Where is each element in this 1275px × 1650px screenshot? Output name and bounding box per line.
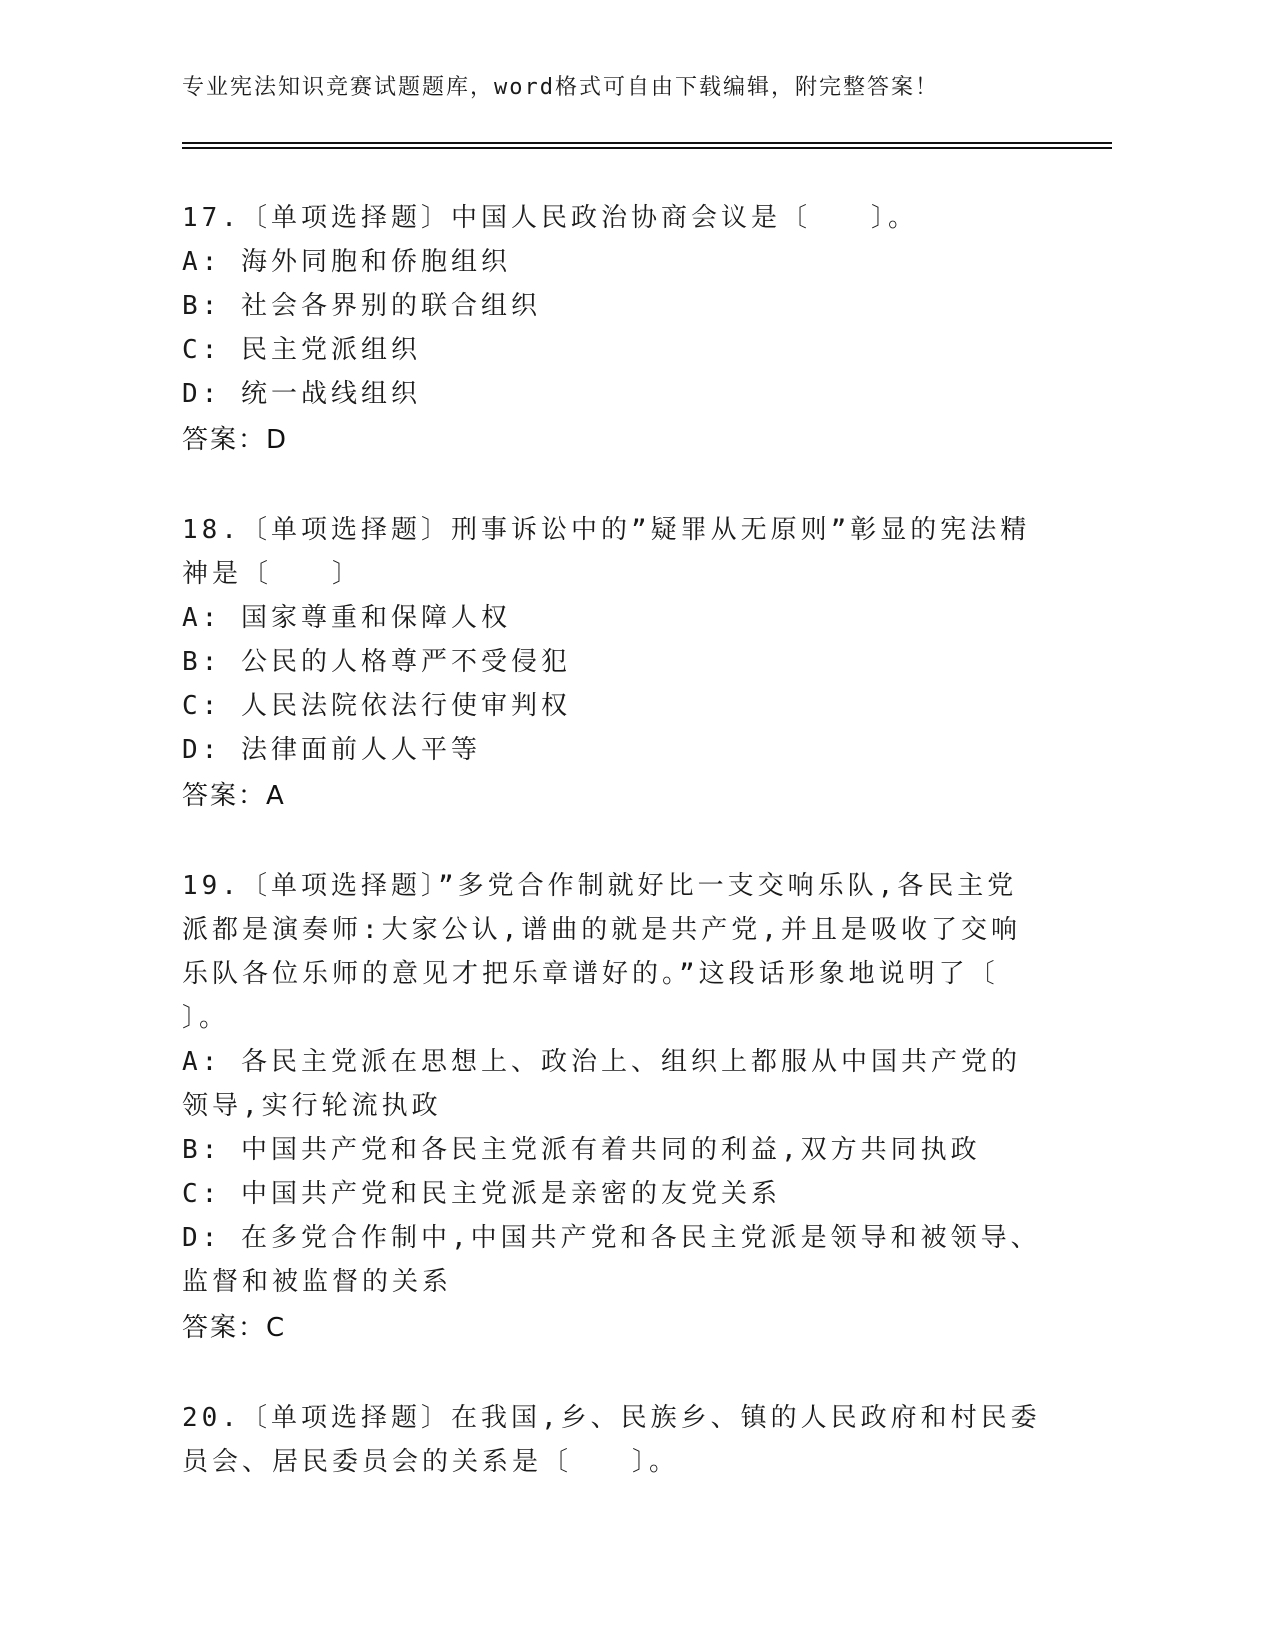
option-c: C: 人民法院依法行使审判权: [182, 691, 571, 721]
option-d: D: 在多党合作制中,中国共产党和各民主党派是领导和被领导、监督和被监督的关系: [182, 1223, 1041, 1297]
question-19: [182, 864, 1059, 1352]
option-d: D: 统一战线组织: [182, 379, 421, 409]
answer: 答案：D: [182, 425, 289, 455]
question-list: [182, 196, 1059, 1528]
option-b: B: 公民的人格尊严不受侵犯: [182, 647, 571, 677]
question-stem: 18.〔单项选择题〕刑事诉讼中的”疑罪从无原则”彰显的宪法精神是〔 〕: [182, 515, 1031, 589]
header-rule-top: [182, 142, 1112, 144]
option-a: A: 海外同胞和侨胞组织: [182, 247, 511, 277]
option-c: C: 民主党派组织: [182, 335, 421, 365]
document-header: 专业宪法知识竞赛试题题库，word格式可自由下载编辑，附完整答案！: [182, 75, 939, 100]
question-18: [182, 508, 1042, 820]
option-a: A: 各民主党派在思想上、政治上、组织上都服从中国共产党的领导,实行轮流执政: [182, 1047, 1021, 1121]
question-stem: 17.〔单项选择题〕中国人民政治协商会议是〔 〕。: [182, 203, 918, 233]
option-c: C: 中国共产党和民主党派是亲密的友党关系: [182, 1179, 781, 1209]
option-b: B: 中国共产党和各民主党派有着共同的利益,双方共同执政: [182, 1135, 981, 1165]
option-b: B: 社会各界别的联合组织: [182, 291, 541, 321]
option-d: D: 法律面前人人平等: [182, 735, 481, 765]
option-a: A: 国家尊重和保障人权: [182, 603, 511, 633]
answer: 答案：C: [182, 1313, 287, 1343]
question-stem: 19.〔单项选择题〕”多党合作制就好比一支交响乐队,各民主党派都是演奏师:大家公认,谱曲的就是共产党,并且是吸收了交响乐队各位乐师的意见才把乐章谱好的。”这段话形象地说明了〔 〕。: [182, 871, 1059, 1033]
question-20: [182, 1396, 1042, 1484]
answer: 答案：A: [182, 781, 286, 811]
question-17: [182, 196, 1042, 464]
header-rule-bottom: [182, 147, 1112, 149]
question-stem: 20.〔单项选择题〕在我国,乡、民族乡、镇的人民政府和村民委员会、居民委员会的关系是〔 〕。: [182, 1403, 1041, 1477]
